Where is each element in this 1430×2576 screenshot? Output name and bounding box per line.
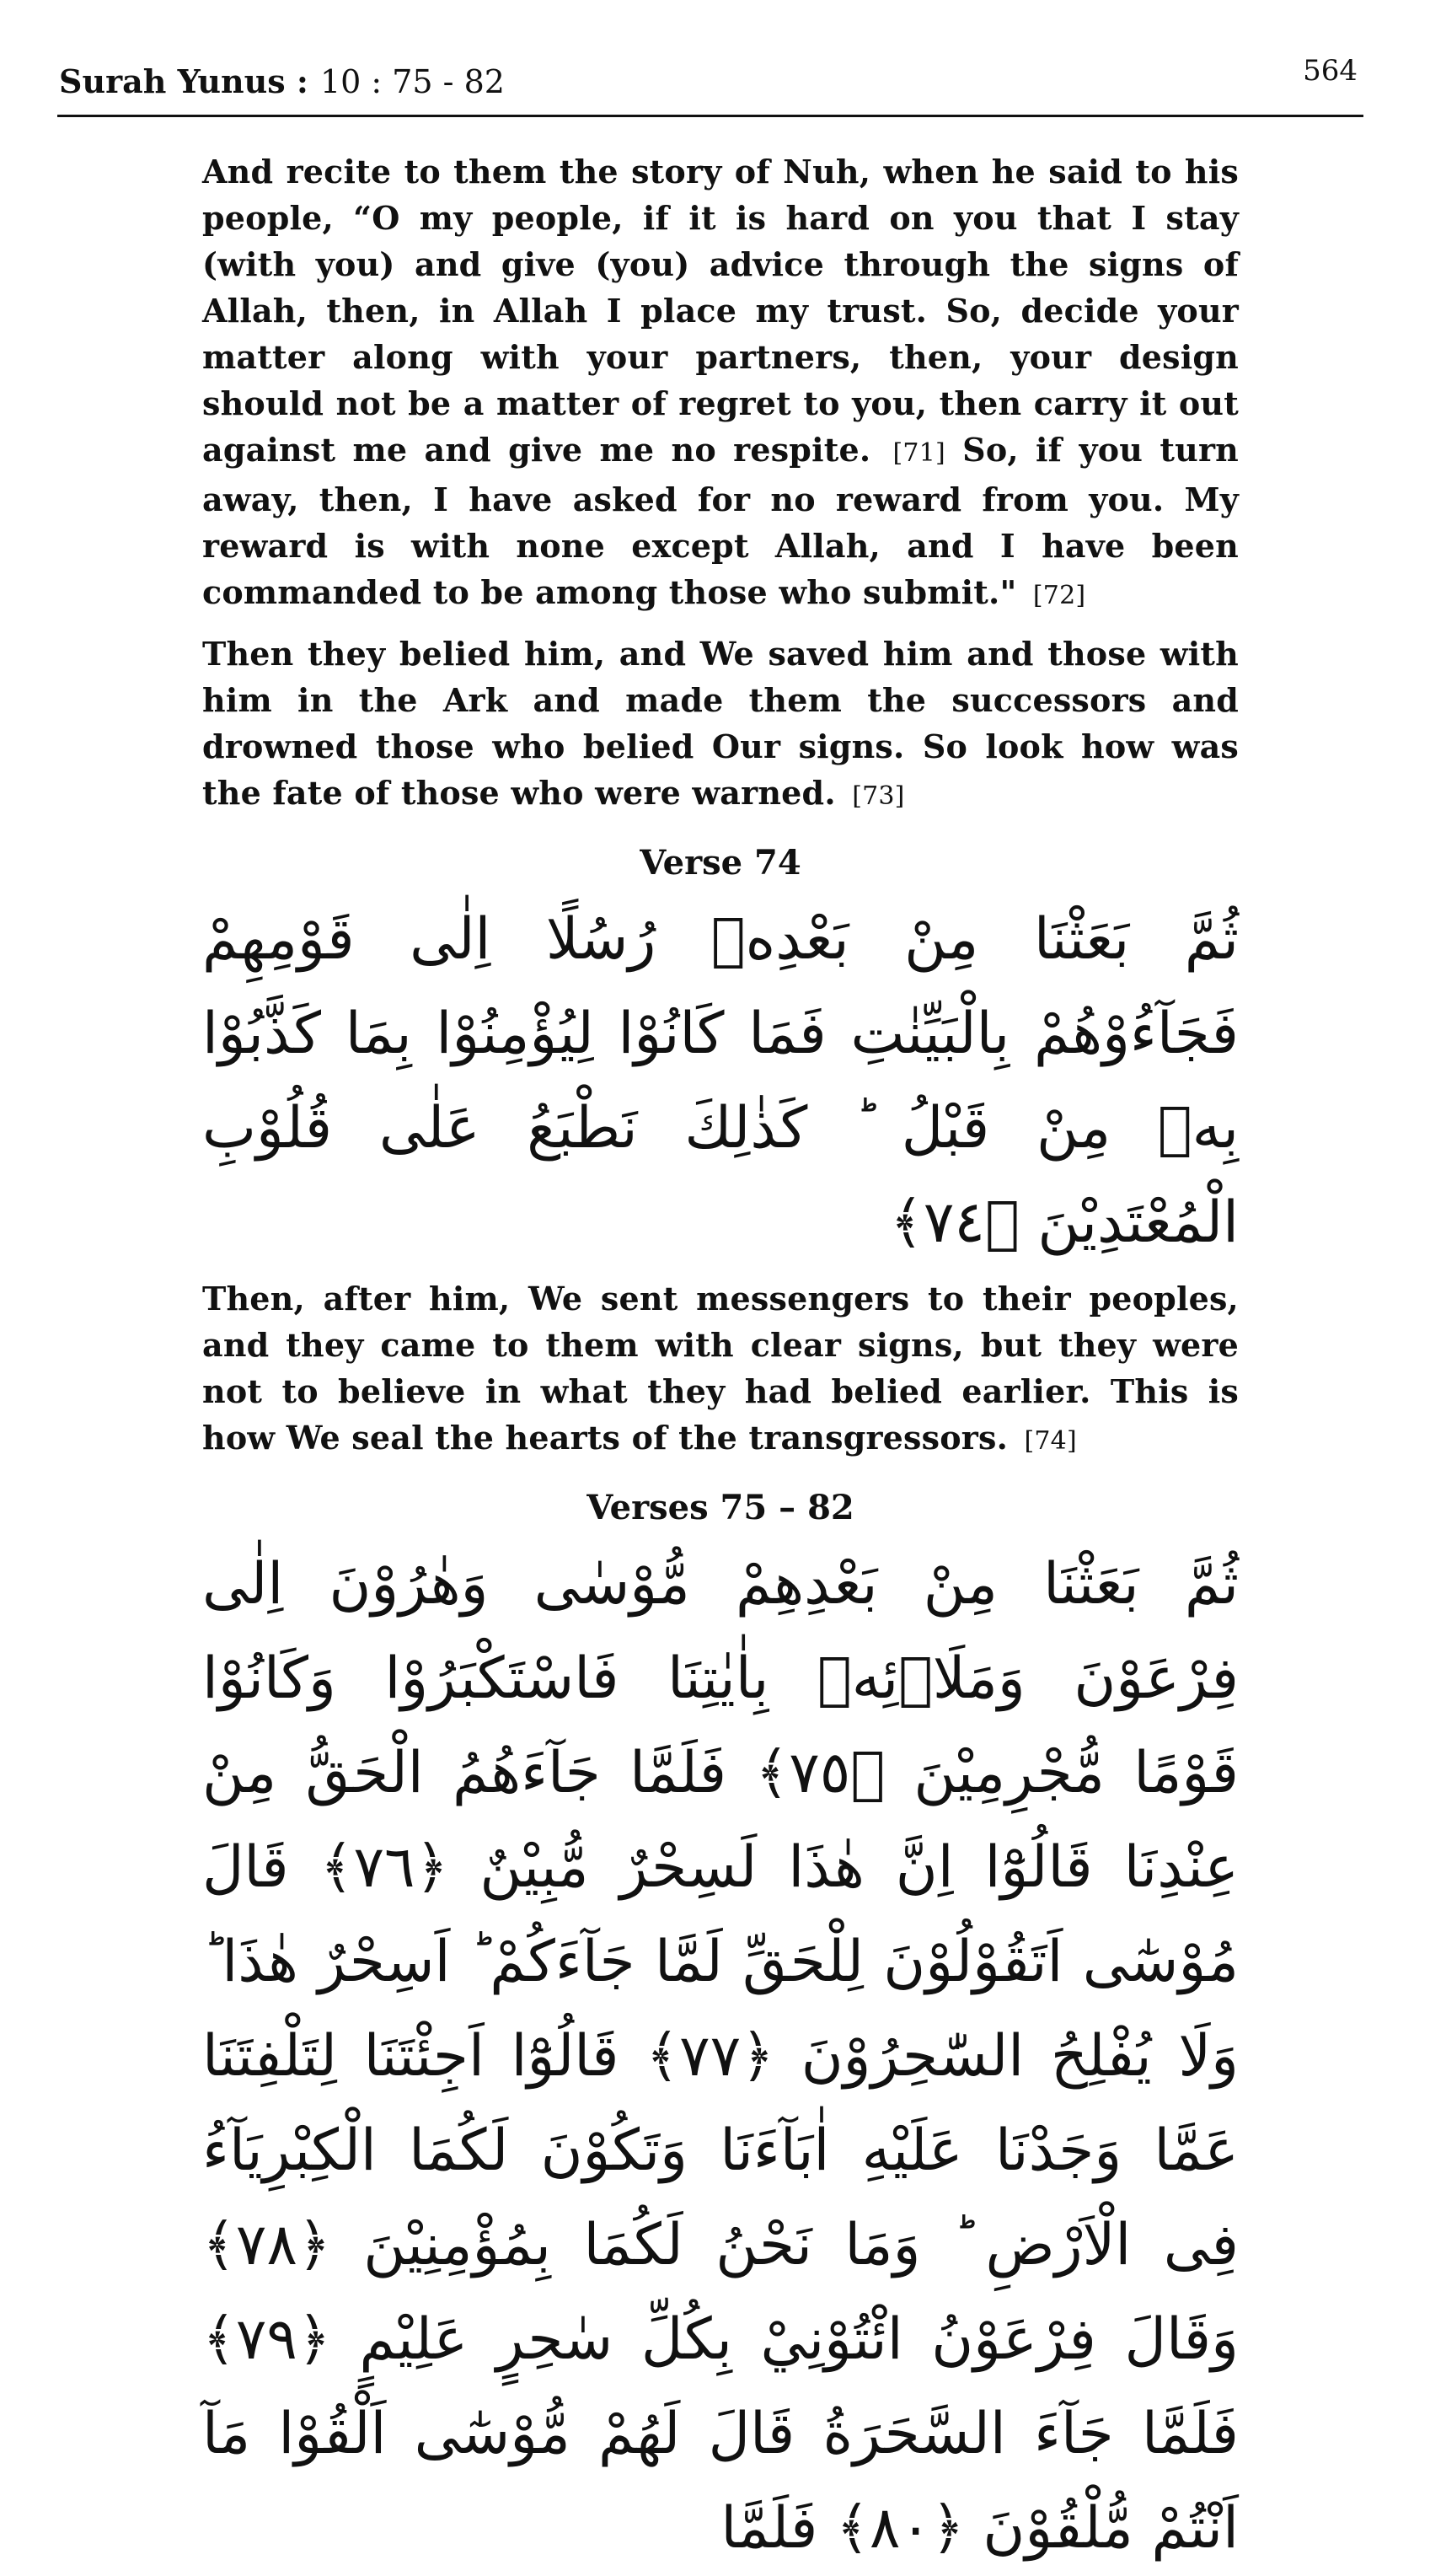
page-header	[59, 54, 1361, 118]
verse-heading: Verses 75 – 82	[586, 1488, 854, 1527]
translation-text: Then they belied him, and We saved him and those with him in the Ark and made them the successors and drowned those who belied Our signs. So look how was the fate of those who were warned.	[202, 635, 1239, 812]
surah-name: Surah Yunus :	[59, 62, 308, 100]
verse-reference: [72]	[1032, 581, 1086, 610]
page-number: 564	[1303, 54, 1358, 88]
translation-text: Then, after him, We sent messengers to their peoples, and they came to them with clear signs, but they were not to believe in what they had belied earlier. This is how We seal the hearts of the transgressors.	[202, 1280, 1239, 1457]
translation-text: So, if you turn away, then, I have asked for no reward from you. My reward is with none except Allah, and I have been commanded to be among those who submit."	[202, 431, 1239, 611]
arabic-verse-74: ثُمَّ بَعَثْنَا مِنْ بَعْدِهٖ رُسُلًا اِلٰى قَوْمِهِمْ فَجَآءُوْهُمْ بِالْبَيِّنٰتِ فَمَا كَانُوْا لِيُؤْمِنُوْا بِمَا كَذَّبُوْا بِهٖ مِنْ قَبْلُ ؕ كَذٰلِكَ نَطْبَعُ عَلٰى قُلُوْبِ الْمُعْتَدِيْنَ ﴿٧٤﴾	[202, 906, 1239, 1256]
verse-heading: Verse 74	[640, 843, 801, 883]
translation-paragraph-74	[202, 1275, 1239, 1464]
translation-paragraph-73	[202, 631, 1239, 819]
translation-paragraph-71-72	[202, 148, 1239, 619]
verse-reference: [73]	[852, 781, 905, 811]
verse-range: 10 : 75 - 82	[319, 63, 505, 100]
page-content	[202, 148, 1239, 2576]
translation-text: And recite to them the story of Nuh, when he said to his people, “O my people, if it is hard on you that I stay (with you) and give (you) advice through the signs of Allah, then, in Allah I place my trust. So, decide your matter along with your partners, then, your design should not be a matter of regret to you, then carry it out against me and give me no respite.	[202, 153, 1239, 469]
header-rule	[57, 115, 1363, 117]
verse-reference: [74]	[1024, 1426, 1077, 1456]
running-title	[59, 62, 505, 100]
arabic-verses-75-82: ثُمَّ بَعَثْنَا مِنْ بَعْدِهِمْ مُّوْسٰى وَهٰرُوْنَ اِلٰى فِرْعَوْنَ وَمَلَا۟ئِهٖ بِاٰيٰتِنَا فَاسْتَكْبَرُوْا وَكَانُوْا قَوْمًا مُّجْرِمِيْنَ ﴿٧٥﴾ فَلَمَّا جَآءَهُمُ الْحَقُّ مِنْ عِنْدِنَا قَالُوْٓا اِنَّ هٰذَا لَسِحْرٌ مُّبِيْنٌ ﴿٧٦﴾ قَالَ مُوْسٰٓى اَتَقُوْلُوْنَ لِلْحَقِّ لَمَّا جَآءَكُمْ ؕ اَسِحْرٌ هٰذَا ؕ وَلَا يُفْلِحُ السّٰحِرُوْنَ ﴿٧٧﴾ قَالُوْٓا اَجِئْتَنَا لِتَلْفِتَنَا عَمَّا وَجَدْنَا عَلَيْهِ اٰبَآءَنَا وَتَكُوْنَ لَكُمَا الْكِبْرِيَآءُ فِى الْاَرْضِ ؕ وَمَا نَحْنُ لَكُمَا بِمُؤْمِنِيْنَ ﴿٧٨﴾ وَقَالَ فِرْعَوْنُ ائْتُوْنِيْ بِكُلِّ سٰحِرٍ عَلِيْمٍ ﴿٧٩﴾ فَلَمَّا جَآءَ السَّحَرَةُ قَالَ لَهُمْ مُّوْسٰٓى اَلْقُوْا مَآ اَنْتُمْ مُّلْقُوْنَ ﴿٨٠﴾ فَلَمَّا	[202, 1551, 1239, 2562]
verse-reference: [71]	[892, 438, 945, 468]
